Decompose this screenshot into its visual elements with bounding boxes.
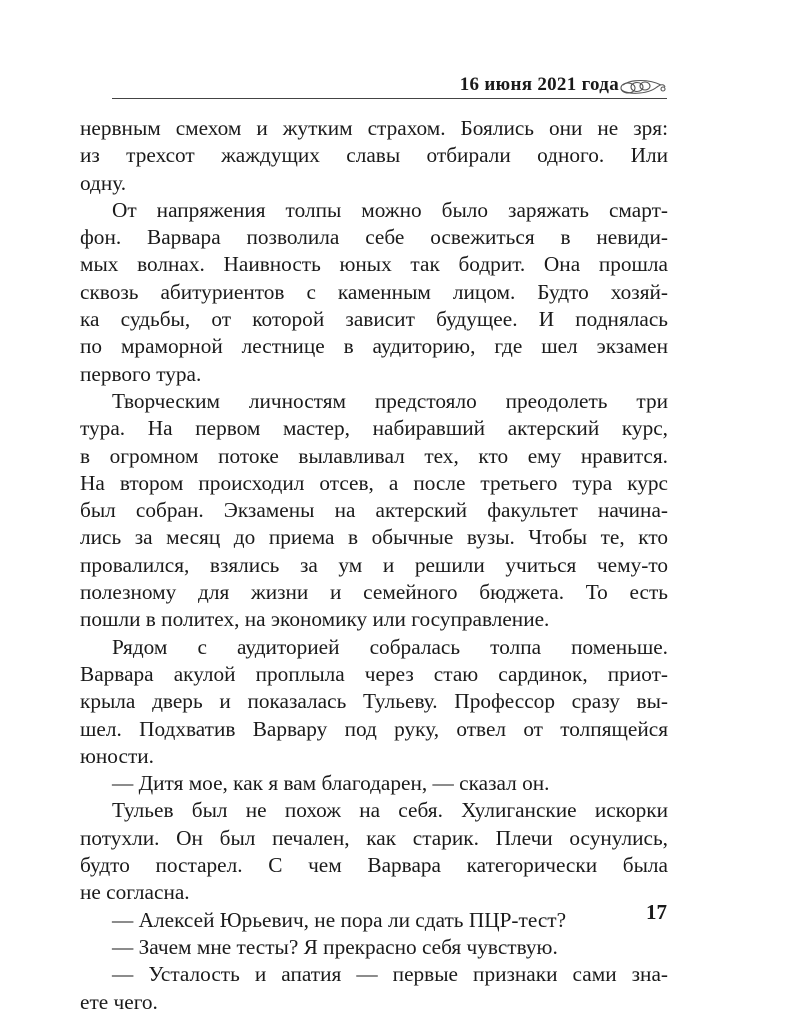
text-line: мых волнах. Наивность юных так бодрит. Она прошла [80,252,668,277]
text-line: Тульев был не похож на себя. Хулиганские искорки [112,798,668,823]
text-line: лись за месяц до приема в обычные вузы. Чтобы те, кто [80,525,668,550]
running-head [112,72,667,102]
text-line: был собран. Экзамены на актерский факультет начина- [80,498,668,523]
text-line: одну. [80,170,127,195]
text-line: провалился, взялись за ум и решили учиться чему-то [80,552,668,577]
text-line: тура. На первом мастер, набиравший актерский курс, [80,416,668,441]
body-text [80,115,668,1016]
text-line: полезному для жизни и семейного бюджета. То есть [80,580,668,605]
header-rule [112,98,667,99]
text-line: потухли. Он был печален, как старик. Плечи осунулись, [80,825,668,850]
text-line: Творческим личностям предстояло преодолеть три [112,388,668,413]
text-line: ете чего. [80,989,158,1014]
text-line: первого тура. [80,361,202,386]
text-line: — Алексей Юрьевич, не пора ли сдать ПЦР-тест? [112,907,567,932]
text-line: не согласна. [80,880,190,905]
running-title: 16 июня 2021 года [459,74,619,95]
text-line: ка судьбы, от которой зависит будущее. И поднялась [80,307,668,332]
text-line: по мраморной лестнице в аудиторию, где шел экзамен [80,334,668,359]
text-line: фон. Варвара позволила себе освежиться в невиди- [80,225,668,250]
text-line: Рядом с аудиторией собралась толпа поменьше. [112,634,668,659]
text-line: От напряжения толпы можно было заряжать смарт- [112,197,668,222]
text-line: — Дитя мое, как я вам благодарен, — сказал он. [112,771,550,796]
text-line: крыла дверь и показалась Тульеву. Профессор сразу вы- [80,689,668,714]
text-line: На втором происходил отсев, а после третьего тура курс [80,470,668,495]
text-line: будто постарел. С чем Варвара категорически была [80,853,668,878]
page-number: 17 [646,900,667,924]
text-line: — Зачем мне тесты? Я прекрасно себя чувствую. [112,934,558,959]
text-line: сквозь абитуриентов с каменным лицом. Будто хозяй- [80,279,668,304]
text-line: — Усталость и апатия — первые признаки сами зна- [112,962,668,987]
text-line: из трехсот жаждущих славы отбирали одного. Или [80,143,668,168]
text-line: в огромном потоке вылавливал тех, кто ему нравится. [80,443,668,468]
text-line: шел. Подхватив Варвару под руку, отвел от толпящейся [80,716,668,741]
swirl-ornament-icon [617,75,667,97]
text-line: юности. [80,743,154,768]
text-line: Варвара акулой проплыла через стаю сардинок, приот- [80,661,668,686]
text-line: нервным смехом и жутким страхом. Боялись они не зря: [80,116,668,140]
text-line: пошли в политех, на экономику или госуправление. [80,607,550,632]
